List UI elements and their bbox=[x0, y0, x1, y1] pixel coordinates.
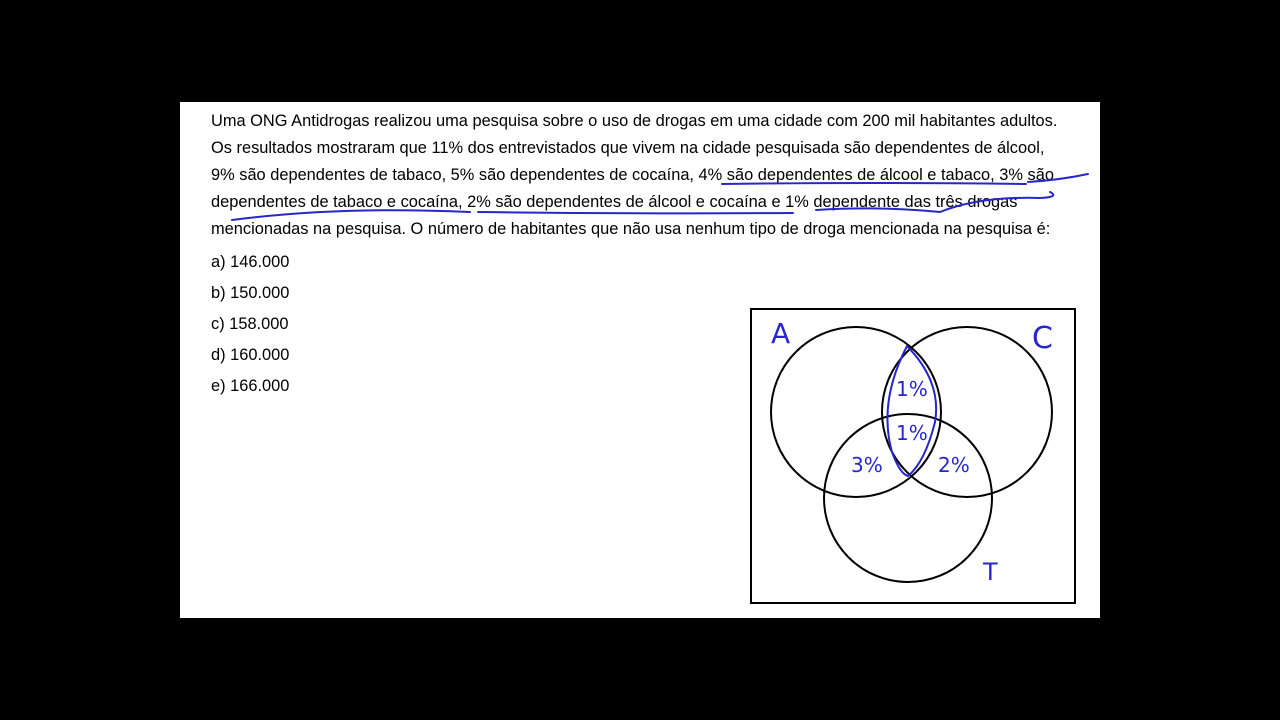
region-c-t-value: 2% bbox=[938, 453, 970, 477]
region-a-c-value: 1% bbox=[896, 377, 928, 401]
option-e: e) 166.000 bbox=[211, 377, 290, 395]
set-label-t: T bbox=[983, 558, 998, 586]
question-line-2: Os resultados mostraram que 11% dos entrevistados que vivem na cidade pesquisada são dependentes de álcool, bbox=[211, 139, 1045, 157]
question-line-1: Uma ONG Antidrogas realizou uma pesquisa sobre o uso de drogas em uma cidade com 200 mil habitantes adultos. bbox=[211, 112, 1058, 130]
annotation-layer bbox=[180, 102, 1100, 618]
slide-page bbox=[180, 102, 1100, 618]
region-a-t-value: 3% bbox=[851, 453, 883, 477]
underline-tobacco-cocaine-1 bbox=[1028, 174, 1088, 182]
option-b: b) 150.000 bbox=[211, 284, 290, 302]
underline-alcohol-cocaine bbox=[478, 212, 793, 213]
option-d: d) 160.000 bbox=[211, 346, 290, 364]
underline-tobacco-cocaine-2 bbox=[232, 210, 470, 220]
underline-three-drugs bbox=[816, 192, 1053, 212]
underline-alcohol-tobacco bbox=[722, 183, 1026, 184]
question-line-4: dependentes de tabaco e cocaína, 2% são dependentes de álcool e cocaína e 1% dependente das três drogas bbox=[211, 193, 1018, 211]
question-line-5: mencionadas na pesquisa. O número de habitantes que não usa nenhum tipo de droga mencionada na pesquisa é: bbox=[211, 220, 1051, 238]
set-label-c: C bbox=[1032, 321, 1053, 356]
region-all-three-value: 1% bbox=[896, 421, 928, 445]
option-a: a) 146.000 bbox=[211, 253, 290, 271]
option-c: c) 158.000 bbox=[211, 315, 289, 333]
question-line-3: 9% são dependentes de tabaco, 5% são dependentes de cocaína, 4% são dependentes de álcool e tabaco, 3% são bbox=[211, 166, 1054, 184]
set-label-a: A bbox=[771, 317, 791, 350]
